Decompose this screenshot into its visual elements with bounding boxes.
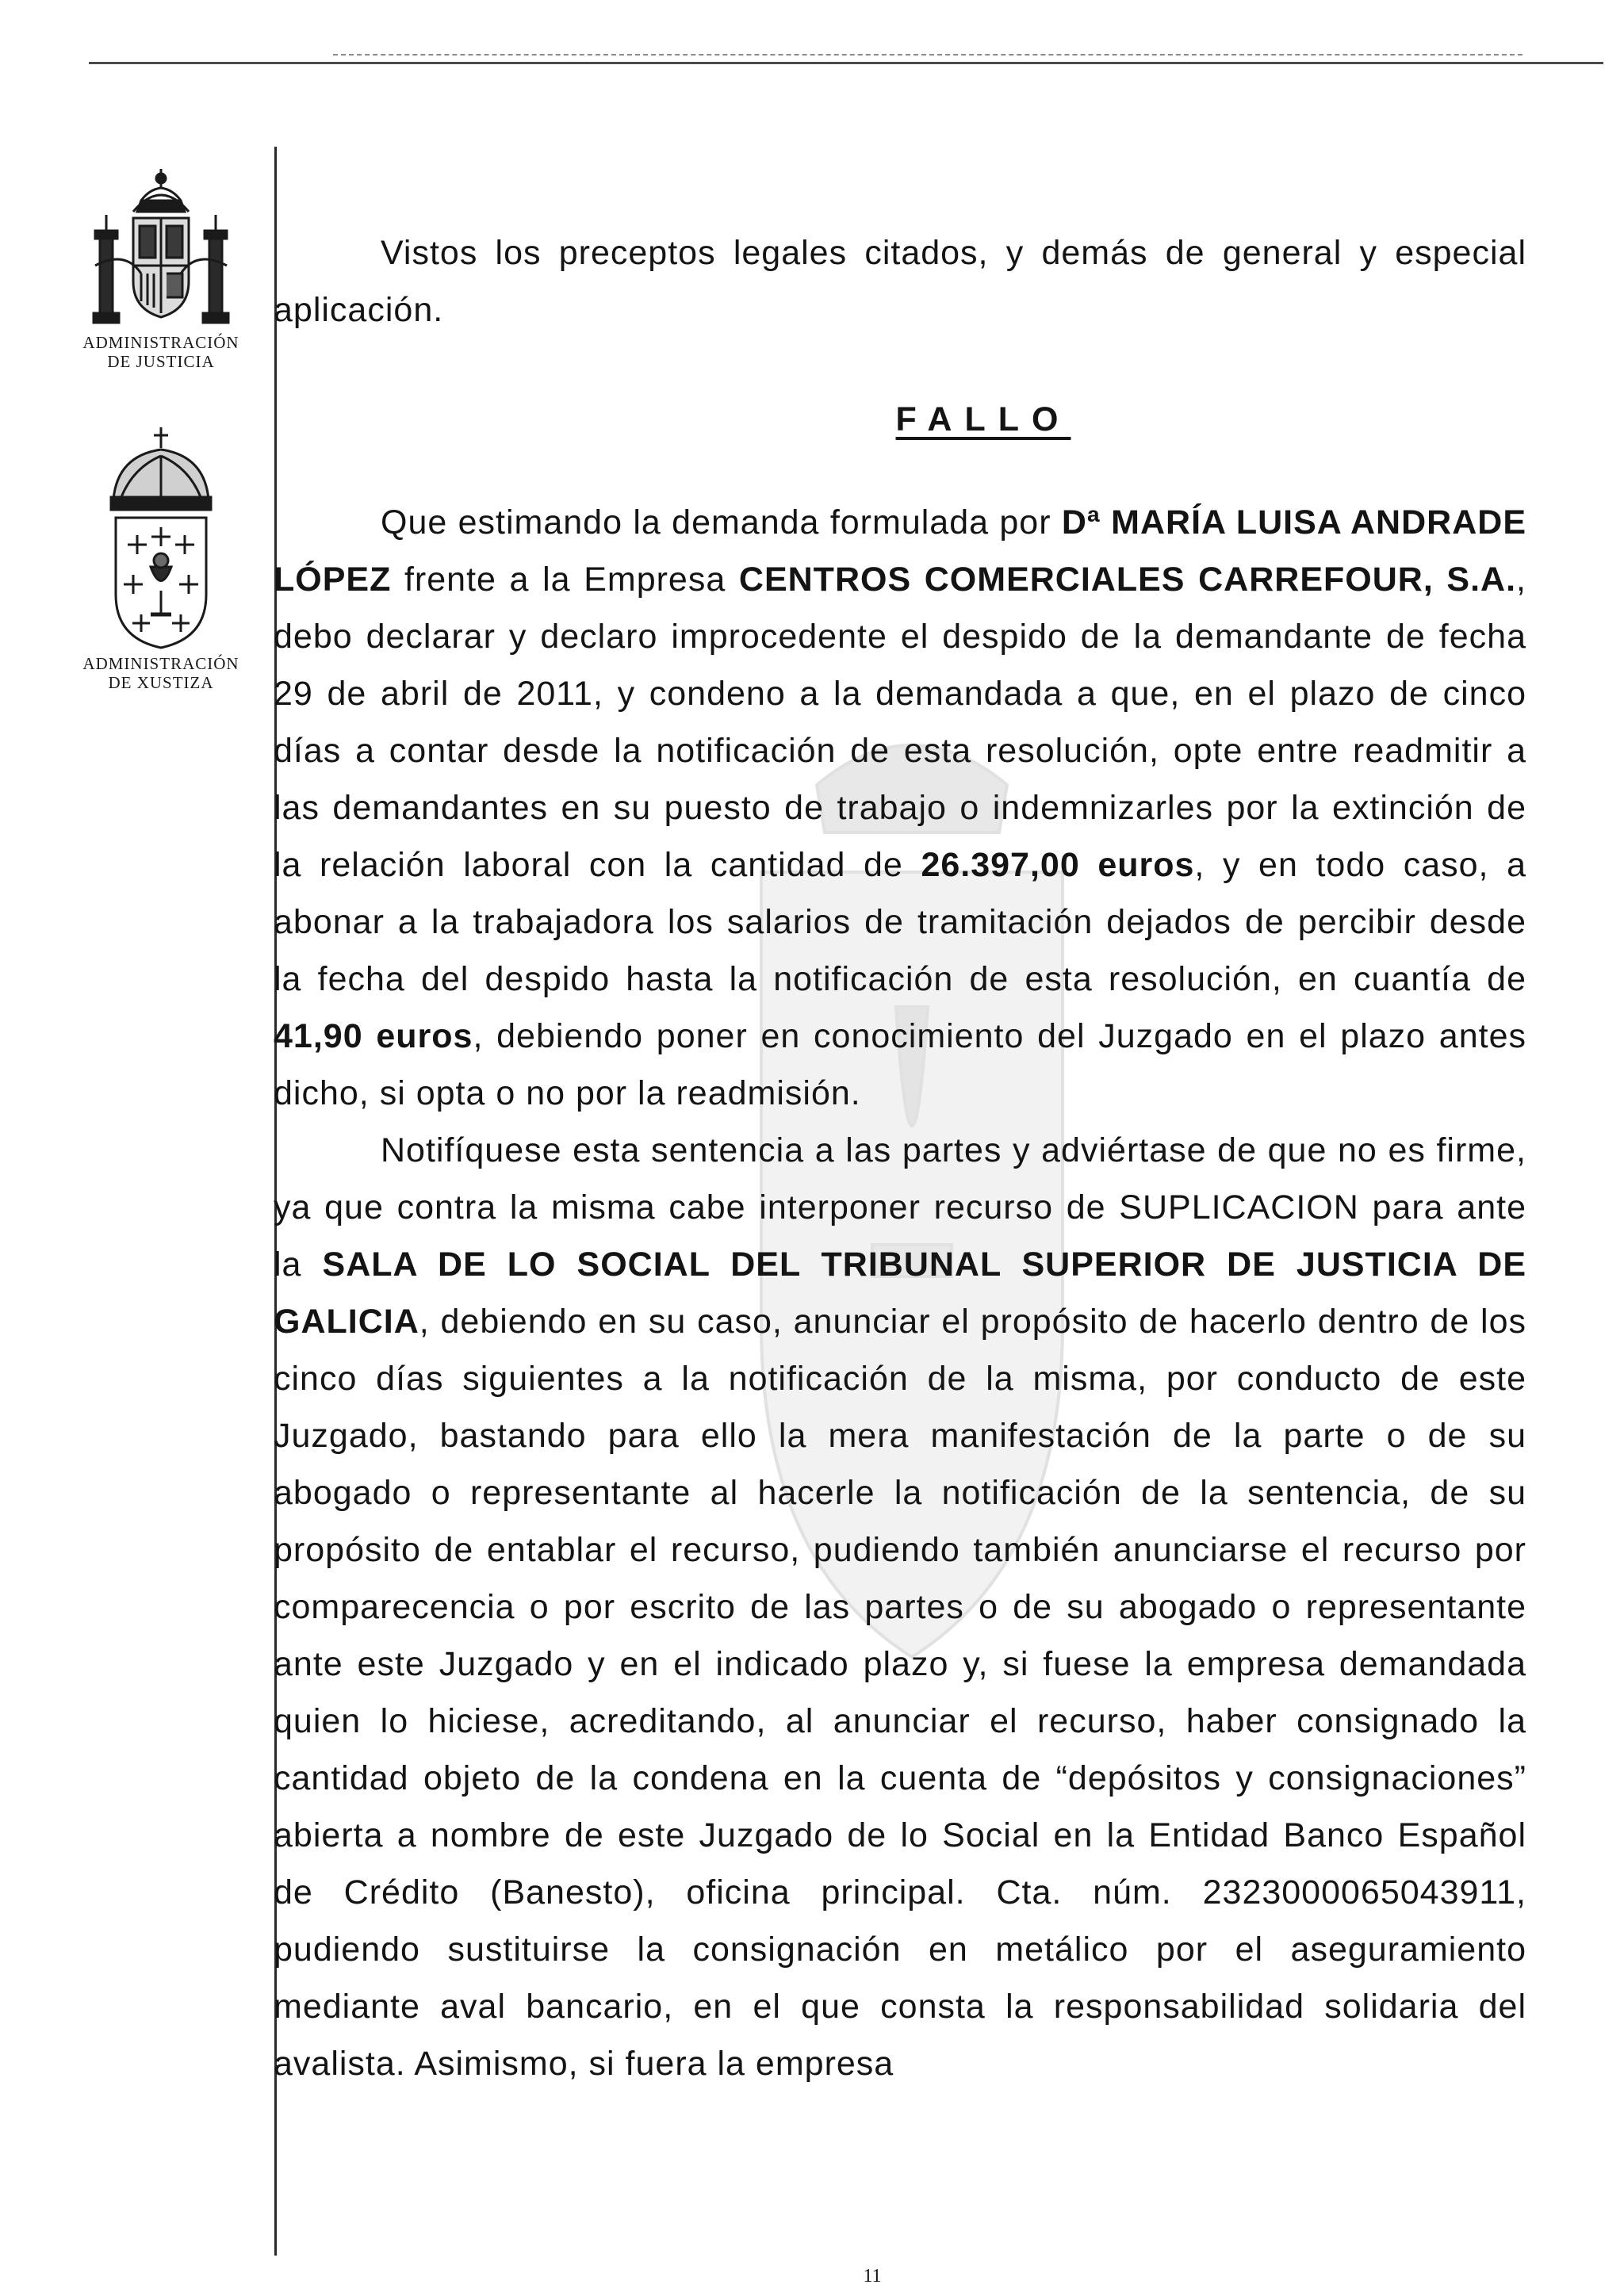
text-run: , debiendo poner en conocimiento del Juzgado en el plazo antes dicho, si opta o no por la readmisión. (274, 1017, 1526, 1112)
paragraph-notifiquese (274, 1122, 1526, 2092)
plaintiff-name: Dª MARÍA LUISA ANDRADE LÓPEZ (274, 503, 1526, 599)
emblem-caption-justicia (70, 333, 252, 371)
emblem-caption-xustiza (70, 654, 252, 692)
page-number: 11 (863, 2266, 882, 2286)
galicia-coat-of-arms-icon (78, 424, 244, 654)
paragraph-fallo (274, 494, 1526, 1122)
text-run: , debo declarar y declaro improcedente el despido de la demandante de fecha 29 de abril de 2011, y condeno a la demandada a que, en el plazo de cinco días a contar desde la notificación de esta resolución, opte entre readmitir a las demandantes en su puesto de trabajo o indemnizarles por la extinción de la relación laboral con la cantidad de (274, 561, 1526, 884)
caption-line-1: ADMINISTRACIÓN (82, 333, 239, 352)
text-run: , y en todo caso, a abonar a la trabajadora los salarios de tramitación dejados de percibir desde la fecha del despido hasta la notificación de esta resolución, en cuantía de (274, 846, 1527, 998)
document-body (274, 224, 1526, 2092)
administracion-justicia-emblem (70, 163, 252, 371)
indemnity-amount: 26.397,00 euros (921, 846, 1195, 884)
section-heading-fallo: FALLO (895, 400, 1071, 438)
paragraph-vistos: Vistos los preceptos legales citados, y demás de general y especial aplicación. (274, 234, 1526, 329)
scan-edge-line (333, 54, 1522, 55)
text-run: Que estimando la demanda formulada por (381, 503, 1062, 541)
caption-line-1: ADMINISTRACIÓN (82, 654, 239, 673)
daily-salary-amount: 41,90 euros (274, 1017, 473, 1055)
administracion-xustiza-emblem (70, 424, 252, 692)
spain-coat-of-arms-icon (78, 163, 244, 333)
court-name: SALA DE LO SOCIAL DEL TRIBUNAL SUPERIOR DE JUSTICIA DE GALICIA (274, 1246, 1526, 1341)
caption-line-2: DE JUSTICIA (107, 352, 215, 371)
text-run: frente a la Empresa (391, 561, 739, 599)
text-run: Notifíquese esta sentencia a las partes y adviértase de que no es firme, ya que contra la misma cabe interponer recurso de SUPLICACION para ante la (274, 1131, 1526, 1284)
caption-line-2: DE XUSTIZA (108, 673, 214, 692)
page-top-rule (89, 62, 1603, 64)
defendant-company: CENTROS COMERCIALES CARREFOUR, S.A. (738, 561, 1517, 599)
text-run: , debiendo en su caso, anunciar el propósito de hacerlo dentro de los cinco días siguientes a la notificación de la misma, por conducto de este Juzgado, bastando para ello la mera manifestación de la parte o de su abogado o representante al hacerle la notificación de la sentencia, de su propósito de entablar el recurso, pudiendo también anunciarse el recurso por comparecencia o por escrito de las partes o de su abogado o representante ante este Juzgado y en el indicado plazo y, si fuese la empresa demandada quien lo hiciese, acreditando, al anunciar el recurso, haber consignado la cantidad objeto de la condena en la cuenta de “depósitos y consignaciones” abierta a nombre de este Juzgado de lo Social en la Entidad Banco Español de Crédito (Banesto), oficina principal. Cta. núm. 2323000065043911, pudiendo sustituirse la consignación en metálico por el aseguramiento mediante aval bancario, en el que consta la responsabilidad solidaria del avalista. Asimismo, si fuera la empresa (274, 1303, 1526, 2083)
